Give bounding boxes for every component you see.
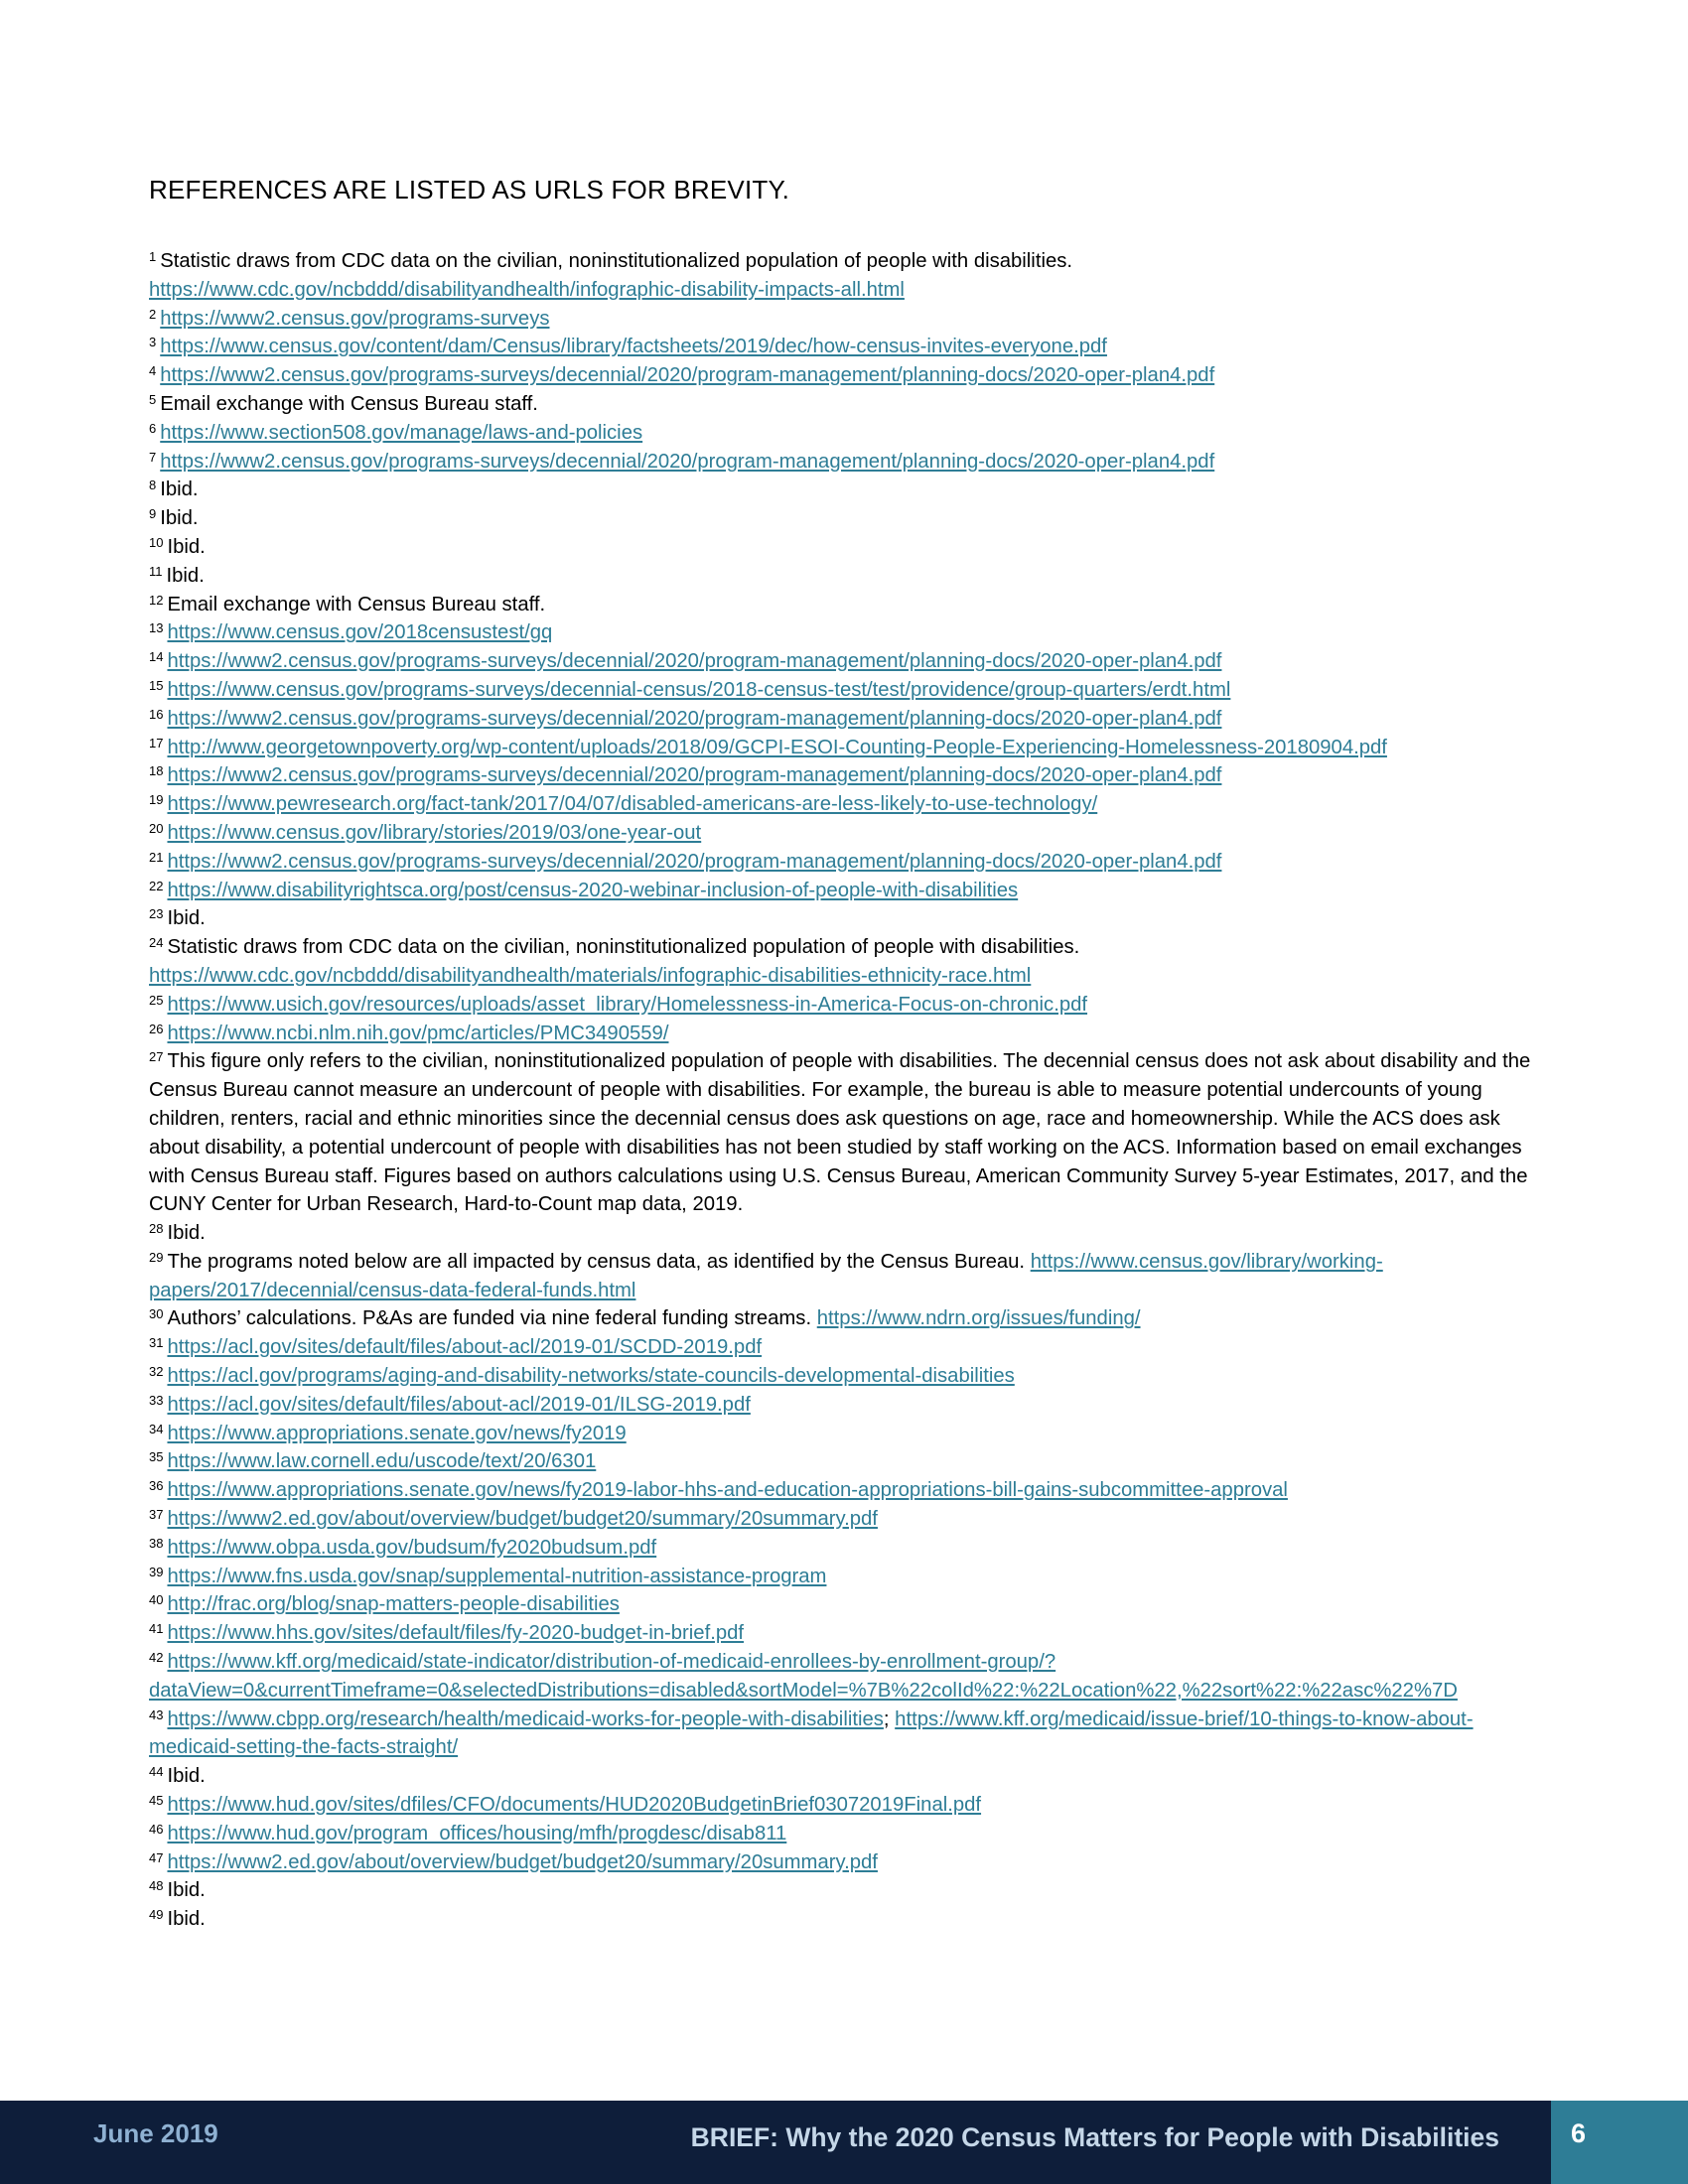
reference-item bbox=[149, 1762, 1539, 1791]
footnote-number: 49 bbox=[149, 1907, 164, 1923]
reference-item bbox=[149, 647, 1539, 676]
reference-link[interactable]: https://www.hud.gov/sites/dfiles/CFO/documents/HUD2020BudgetinBrief03072019Final.pdf bbox=[167, 1794, 982, 1817]
reference-link[interactable]: https://www.ncbi.nlm.nih.gov/pmc/articles/PMC3490559/ bbox=[167, 1022, 669, 1044]
reference-text: Statistic draws from CDC data on the civilian, noninstitutionalized population of people with disabilities. bbox=[160, 250, 1073, 272]
reference-item bbox=[149, 933, 1539, 991]
reference-link[interactable]: https://acl.gov/sites/default/files/about-acl/2019-01/SCDD-2019.pdf bbox=[167, 1336, 763, 1359]
footnote-number: 36 bbox=[149, 1478, 164, 1494]
footnote-number: 37 bbox=[149, 1507, 164, 1523]
footnote-number: 45 bbox=[149, 1793, 164, 1809]
reference-link[interactable]: https://acl.gov/programs/aging-and-disability-networks/state-councils-developmental-disabilities bbox=[167, 1365, 1015, 1388]
footnote-number: 12 bbox=[149, 592, 164, 608]
reference-link[interactable]: https://www2.census.gov/programs-surveys/decennial/2020/program-management/planning-docs/2020-oper-plan4.pdf bbox=[160, 364, 1215, 387]
reference-link[interactable]: http://www.georgetownpoverty.org/wp-content/uploads/2018/09/GCPI-ESOI-Counting-People-Experiencing-Homelessness-20180904.pdf bbox=[167, 736, 1387, 758]
reference-text: Ibid. bbox=[167, 1908, 206, 1931]
reference-link[interactable]: https://www.pewresearch.org/fact-tank/2017/04/07/disabled-americans-are-less-likely-to-use-technology/ bbox=[167, 793, 1098, 816]
footnote-number: 17 bbox=[149, 735, 164, 751]
reference-link[interactable]: https://www2.ed.gov/about/overview/budget/budget20/summary/20summary.pdf bbox=[167, 1508, 878, 1531]
reference-link[interactable]: https://www.appropriations.senate.gov/news/fy2019-labor-hhs-and-education-appropriations-bill-gains-subcommittee-approval bbox=[167, 1479, 1288, 1502]
reference-item bbox=[149, 1447, 1539, 1476]
footnote-number: 43 bbox=[149, 1706, 164, 1722]
footnote-number: 40 bbox=[149, 1592, 164, 1608]
page-number: 6 bbox=[1571, 2118, 1587, 2148]
reference-item bbox=[149, 1905, 1539, 1934]
reference-link[interactable]: https://www.census.gov/2018censustest/gq bbox=[167, 621, 553, 644]
reference-item bbox=[149, 1590, 1539, 1619]
reference-text: Ibid. bbox=[167, 907, 206, 930]
footnote-number: 25 bbox=[149, 992, 164, 1008]
reference-link[interactable]: https://www.ndrn.org/issues/funding/ bbox=[816, 1307, 1141, 1330]
reference-link[interactable]: https://www.section508.gov/manage/laws-and-policies bbox=[160, 421, 643, 444]
reference-link[interactable]: https://www.cdc.gov/ncbddd/disabilityandhealth/materials/infographic-disabilities-ethnicity-race.html bbox=[149, 964, 1032, 987]
footnote-number: 24 bbox=[149, 935, 164, 951]
reference-item: $^{43}$ https://www.cbpp.org/research/health/medicaid-works-for-people-with-disabilities; https://www.kff.org/medicaid/issue-brief/10-things-to-know-about-medicaid-setting-the-facts-straight/ bbox=[149, 1706, 1474, 1759]
footnote-number: 18 bbox=[149, 763, 164, 779]
reference-text: Ibid. bbox=[167, 535, 206, 558]
reference-text: Ibid. bbox=[167, 1765, 206, 1788]
reference-link[interactable]: https://www.usich.gov/resources/uploads/asset_library/Homelessness-in-America-Focus-on-chronic.pdf bbox=[167, 993, 1088, 1016]
reference-text: Ibid. bbox=[167, 1879, 206, 1902]
reference-item bbox=[149, 618, 1539, 647]
reference-item bbox=[149, 533, 1539, 562]
footnote-number: 20 bbox=[149, 820, 164, 836]
reference-item bbox=[149, 1020, 1539, 1048]
footnote-number: 41 bbox=[149, 1621, 164, 1637]
reference-item bbox=[149, 904, 1539, 933]
reference-link[interactable]: https://acl.gov/sites/default/files/about-acl/2019-01/ILSG-2019.pdf bbox=[167, 1393, 751, 1416]
page-number-box bbox=[1551, 2101, 1688, 2184]
reference-text: Authors’ calculations. P&As are funded via nine federal funding streams. bbox=[167, 1307, 812, 1330]
footnote-number: 29 bbox=[149, 1249, 164, 1265]
reference-link[interactable]: https://www.obpa.usda.gov/budsum/fy2020budsum.pdf bbox=[167, 1536, 657, 1559]
reference-item bbox=[149, 1362, 1539, 1391]
footnote-number: 30 bbox=[149, 1306, 164, 1322]
footnote-number: 38 bbox=[149, 1535, 164, 1551]
reference-item bbox=[149, 1820, 1539, 1848]
footnote-number: 16 bbox=[149, 706, 164, 722]
reference-link[interactable]: https://www.cdc.gov/ncbddd/disabilityandhealth/infographic-disability-impacts-all.html bbox=[149, 278, 905, 301]
reference-link[interactable]: https://www2.ed.gov/about/overview/budget/budget20/summary/20summary.pdf bbox=[167, 1850, 878, 1873]
reference-text: Email exchange with Census Bureau staff. bbox=[160, 392, 538, 415]
reference-text: This figure only refers to the civilian, noninstitutionalized population of people with disabilities. The decennial census does not ask about disability and the Census Bureau cannot measure an undercount of people with disabilities. For example, the bureau is able to measure potential undercounts of young children, renters, racial and ethnic minorities since the decennial census does ask questions on age, race and homeownership. While the ACS does ask about disability, a potential undercount of people with disabilities has not been studied by staff working on the ACS. Information based on email exchanges with Census Bureau staff. Figures based on authors calculations using U.S. Census Bureau, American Community Survey 5-year Estimates, 2017, and the CUNY Center for Urban Research, Hard-to-Count map data, 2019. bbox=[149, 1050, 1531, 1216]
reference-item bbox=[149, 790, 1539, 819]
reference-link[interactable]: https://www.hud.gov/program_offices/housing/mfh/progdesc/disab811 bbox=[167, 1822, 787, 1844]
footnote-number: 26 bbox=[149, 1021, 164, 1036]
reference-item bbox=[149, 448, 1539, 477]
footnote-number: 42 bbox=[149, 1650, 164, 1666]
footnote-number: 11 bbox=[149, 563, 163, 579]
reference-item bbox=[149, 361, 1539, 390]
reference-item bbox=[149, 676, 1539, 705]
reference-item bbox=[149, 1420, 1539, 1448]
footnote-number: 32 bbox=[149, 1364, 164, 1380]
reference-link[interactable]: https://www.fns.usda.gov/snap/supplemental-nutrition-assistance-program bbox=[167, 1565, 827, 1587]
reference-link[interactable]: http://frac.org/blog/snap-matters-people-disabilities bbox=[167, 1593, 620, 1616]
footnote-number: 6 bbox=[149, 420, 157, 436]
footnote-number: 23 bbox=[149, 906, 164, 922]
reference-item bbox=[149, 1619, 1539, 1648]
reference-item bbox=[149, 476, 1539, 504]
reference-text: Ibid. bbox=[160, 507, 199, 530]
reference-item bbox=[149, 991, 1539, 1020]
reference-item bbox=[149, 591, 1539, 619]
reference-item bbox=[149, 1304, 1539, 1333]
reference-item bbox=[149, 1248, 1539, 1305]
reference-item bbox=[149, 1391, 1539, 1420]
reference-link[interactable]: https://www.appropriations.senate.gov/news/fy2019 bbox=[167, 1422, 627, 1444]
reference-link[interactable]: https://www2.census.gov/programs-surveys/decennial/2020/program-management/planning-docs/2020-oper-plan4.pdf bbox=[160, 450, 1215, 473]
footnote-number: 2 bbox=[149, 306, 157, 322]
references-list bbox=[149, 247, 1539, 1934]
reference-item bbox=[149, 1476, 1539, 1505]
reference-text: The programs noted below are all impacted by census data, as identified by the Census Bureau. bbox=[167, 1250, 1026, 1273]
reference-item bbox=[149, 705, 1539, 734]
reference-item bbox=[149, 419, 1539, 448]
reference-item bbox=[149, 819, 1539, 848]
reference-link[interactable]: https://www.kff.org/medicaid/state-indicator/distribution-of-medicaid-enrollees-by-enrollment-group/?dataView=0&currentTimeframe=0&selectedDistributions=disabled&sortModel=%7B%22colId%22:%22Location%22,%22sort%22:%22asc%22%7D bbox=[149, 1651, 1458, 1702]
reference-item bbox=[149, 1505, 1539, 1534]
reference-link[interactable]: https://www2.census.gov/programs-surveys bbox=[160, 307, 550, 330]
footnote-number: 47 bbox=[149, 1849, 164, 1865]
footnote-number: 31 bbox=[149, 1335, 164, 1351]
reference-text: Ibid. bbox=[160, 478, 199, 501]
reference-item bbox=[149, 848, 1539, 877]
footnote-number: 22 bbox=[149, 878, 164, 893]
reference-link[interactable]: https://www.census.gov/content/dam/Census/library/factsheets/2019/dec/how-census-invites-everyone.pdf bbox=[160, 336, 1107, 358]
footnote-number: 7 bbox=[149, 449, 157, 465]
reference-link[interactable]: https://www.census.gov/library/working-papers/2017/decennial/census-data-federal-funds.html bbox=[149, 1250, 1383, 1301]
reference-item bbox=[149, 305, 1539, 334]
footnote-number: 13 bbox=[149, 620, 164, 636]
reference-item bbox=[149, 247, 1539, 305]
reference-link[interactable]: https://www2.census.gov/programs-surveys/decennial/2020/program-management/planning-docs/2020-oper-plan4.pdf bbox=[167, 650, 1222, 673]
reference-item bbox=[149, 1876, 1539, 1905]
footer-date: June 2019 bbox=[93, 2118, 218, 2148]
footnote-number: 34 bbox=[149, 1421, 164, 1436]
footnote-number: 1 bbox=[149, 249, 157, 264]
reference-item bbox=[149, 1648, 1539, 1706]
reference-link[interactable]: https://www.cbpp.org/research/health/medicaid-works-for-people-with-disabilities bbox=[167, 1707, 884, 1730]
reference-item bbox=[149, 562, 1539, 591]
reference-item bbox=[149, 504, 1539, 533]
page-heading: REFERENCES ARE LISTED AS URLS FOR BREVITY. bbox=[149, 175, 790, 205]
footnote-number: 48 bbox=[149, 1878, 164, 1894]
reference-item bbox=[149, 333, 1539, 361]
reference-item bbox=[149, 877, 1539, 905]
footnote-number: 5 bbox=[149, 391, 157, 407]
reference-link[interactable]: https://www.census.gov/library/stories/2019/03/one-year-out bbox=[167, 821, 702, 844]
footnote-number: 19 bbox=[149, 792, 164, 808]
footnote-number: 28 bbox=[149, 1221, 164, 1237]
footnote-number: 21 bbox=[149, 849, 164, 865]
reference-item bbox=[149, 390, 1539, 419]
reference-item bbox=[149, 1563, 1539, 1591]
footnote-number: 14 bbox=[149, 649, 164, 665]
footnote-number: 9 bbox=[149, 506, 157, 522]
reference-item bbox=[149, 1219, 1539, 1248]
footnote-number: 8 bbox=[149, 478, 157, 493]
reference-item bbox=[149, 1791, 1539, 1820]
reference-item bbox=[149, 734, 1539, 762]
footnote-number: 4 bbox=[149, 363, 157, 379]
footnote-number: 39 bbox=[149, 1564, 164, 1579]
footnote-number: 3 bbox=[149, 335, 157, 350]
reference-text: Ibid. bbox=[166, 564, 205, 587]
reference-link[interactable]: https://www2.census.gov/programs-surveys/decennial/2020/program-management/planning-docs/2020-oper-plan4.pdf bbox=[167, 850, 1222, 873]
reference-text: Statistic draws from CDC data on the civilian, noninstitutionalized population of people with disabilities. bbox=[167, 936, 1080, 959]
footnote-number: 35 bbox=[149, 1449, 164, 1465]
footnote-number: 10 bbox=[149, 534, 164, 550]
footer-title: BRIEF: Why the 2020 Census Matters for People with Disabilities bbox=[690, 2122, 1499, 2152]
footnote-number: 27 bbox=[149, 1049, 164, 1065]
footnote-number: 46 bbox=[149, 1821, 164, 1837]
reference-item bbox=[149, 1848, 1539, 1877]
reference-item bbox=[149, 1534, 1539, 1563]
reference-item bbox=[149, 1047, 1539, 1219]
reference-text: Email exchange with Census Bureau staff. bbox=[167, 593, 546, 615]
footer-bar bbox=[0, 2101, 1688, 2184]
reference-item bbox=[149, 761, 1539, 790]
reference-link[interactable]: https://www.kff.org/medicaid/issue-brief/10-things-to-know-about-medicaid-setting-the-facts-straight/ bbox=[149, 1707, 1474, 1759]
reference-item bbox=[149, 1333, 1539, 1362]
reference-link[interactable]: https://www.hhs.gov/sites/default/files/fy-2020-budget-in-brief.pdf bbox=[167, 1622, 745, 1645]
reference-link[interactable]: https://www.census.gov/programs-surveys/decennial-census/2018-census-test/test/providence/group-quarters/erdt.html bbox=[167, 678, 1231, 701]
reference-text: Ibid. bbox=[167, 1222, 206, 1245]
footnote-number: 33 bbox=[149, 1392, 164, 1408]
reference-link[interactable]: https://www.law.cornell.edu/uscode/text/20/6301 bbox=[167, 1450, 597, 1473]
reference-link[interactable]: https://www2.census.gov/programs-surveys/decennial/2020/program-management/planning-docs/2020-oper-plan4.pdf bbox=[167, 707, 1222, 730]
footnote-number: 15 bbox=[149, 677, 164, 693]
footnote-number: 44 bbox=[149, 1764, 164, 1780]
reference-link[interactable]: https://www.disabilityrightsca.org/post/census-2020-webinar-inclusion-of-people-with-disabilities bbox=[167, 879, 1019, 901]
reference-link[interactable]: https://www2.census.gov/programs-surveys/decennial/2020/program-management/planning-docs/2020-oper-plan4.pdf bbox=[167, 764, 1222, 787]
